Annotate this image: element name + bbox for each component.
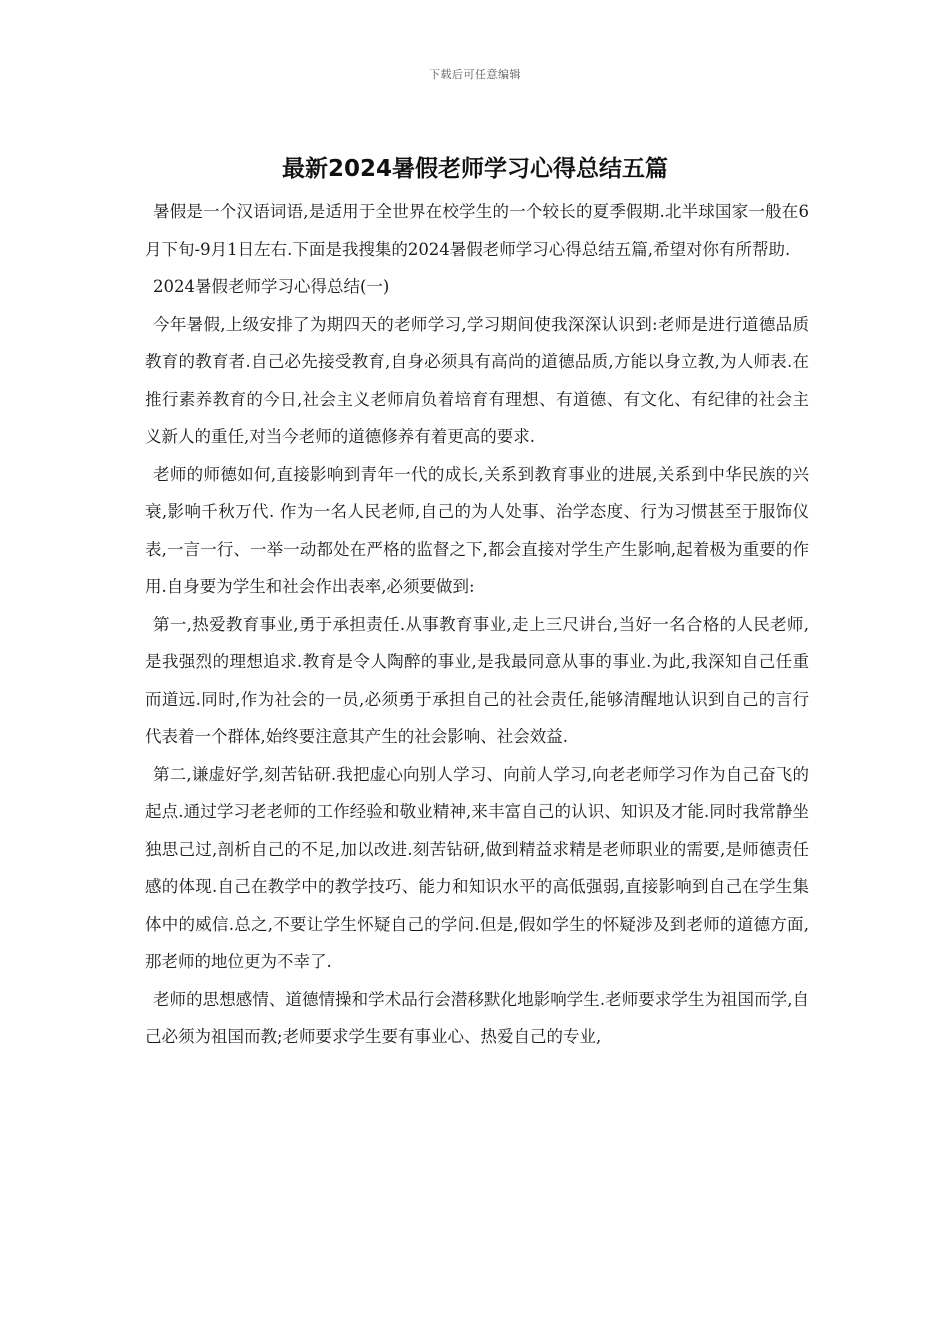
paragraph: 老师的师德如何,直接影响到青年一代的成长,关系到教育事业的进展,关系到中华民族的兴衰,影响千秋万代. 作为一名人民老师,自己的为人处事、治学态度、行为习惯甚至于服饰仪表,一言一行、一举一动都处在严格的监督之下,都会直接对学生产生影响,起着极为重要的作用.自身要为学生和社会作出表率,必须要做到:	[145, 464, 809, 596]
document-title: 最新2024暑假老师学习心得总结五篇	[281, 156, 668, 182]
paragraph: 第二,谦虚好学,刻苦钻研.我把虚心向别人学习、向前人学习,向老老师学习作为自己奋飞的起点.通过学习老老师的工作经验和敬业精神,来丰富自己的认识、知识及才能.同时我常静坐独思己过,剖析自己的不足,加以改进.刻苦钻研,做到精益求精是老师职业的需要,是师德责任感的体现.自己在教学中的教学技巧、能力和知识水平的高低强弱,直接影响到自己在学生集体中的威信.总之,不要让学生怀疑自己的学问.但是,假如学生的怀疑涉及到老师的道德方面,那老师的地位更为不幸了.	[145, 764, 809, 971]
document-body	[145, 193, 809, 1056]
header-note: 下载后可任意编辑	[429, 68, 521, 81]
section-heading: 2024暑假老师学习心得总结(一)	[153, 277, 390, 296]
paragraph: 老师的思想感情、道德情操和学术品行会潜移默化地影响学生.老师要求学生为祖国而学,自己必须为祖国而教;老师要求学生要有事业心、热爱自己的专业,	[145, 989, 809, 1046]
paragraph: 第一,热爱教育事业,勇于承担责任.从事教育事业,走上三尺讲台,当好一名合格的人民老师,是我强烈的理想追求.教育是令人陶醉的事业,是我最同意从事的事业.为此,我深知自己任重而道远.同时,作为社会的一员,必须勇于承担自己的社会责任,能够清醒地认识到自己的言行代表着一个群体,始终要注意其产生的社会影响、社会效益.	[145, 614, 809, 746]
paragraph-intro: 暑假是一个汉语词语,是适用于全世界在校学生的一个较长的夏季假期.北半球国家一般在6月下旬-9月1日左右.下面是我搜集的2024暑假老师学习心得总结五篇,希望对你有所帮助.	[145, 202, 809, 259]
paragraph: 今年暑假,上级安排了为期四天的老师学习,学习期间使我深深认识到:老师是进行道德品质教育的教育者.自己必先接受教育,自身必须具有高尚的道德品质,方能以身立教,为人师表.在推行素养教育的今日,社会主义老师肩负着培育有理想、有道德、有文化、有纪律的社会主义新人的重任,对当今老师的道德修养有着更高的要求.	[145, 314, 809, 446]
